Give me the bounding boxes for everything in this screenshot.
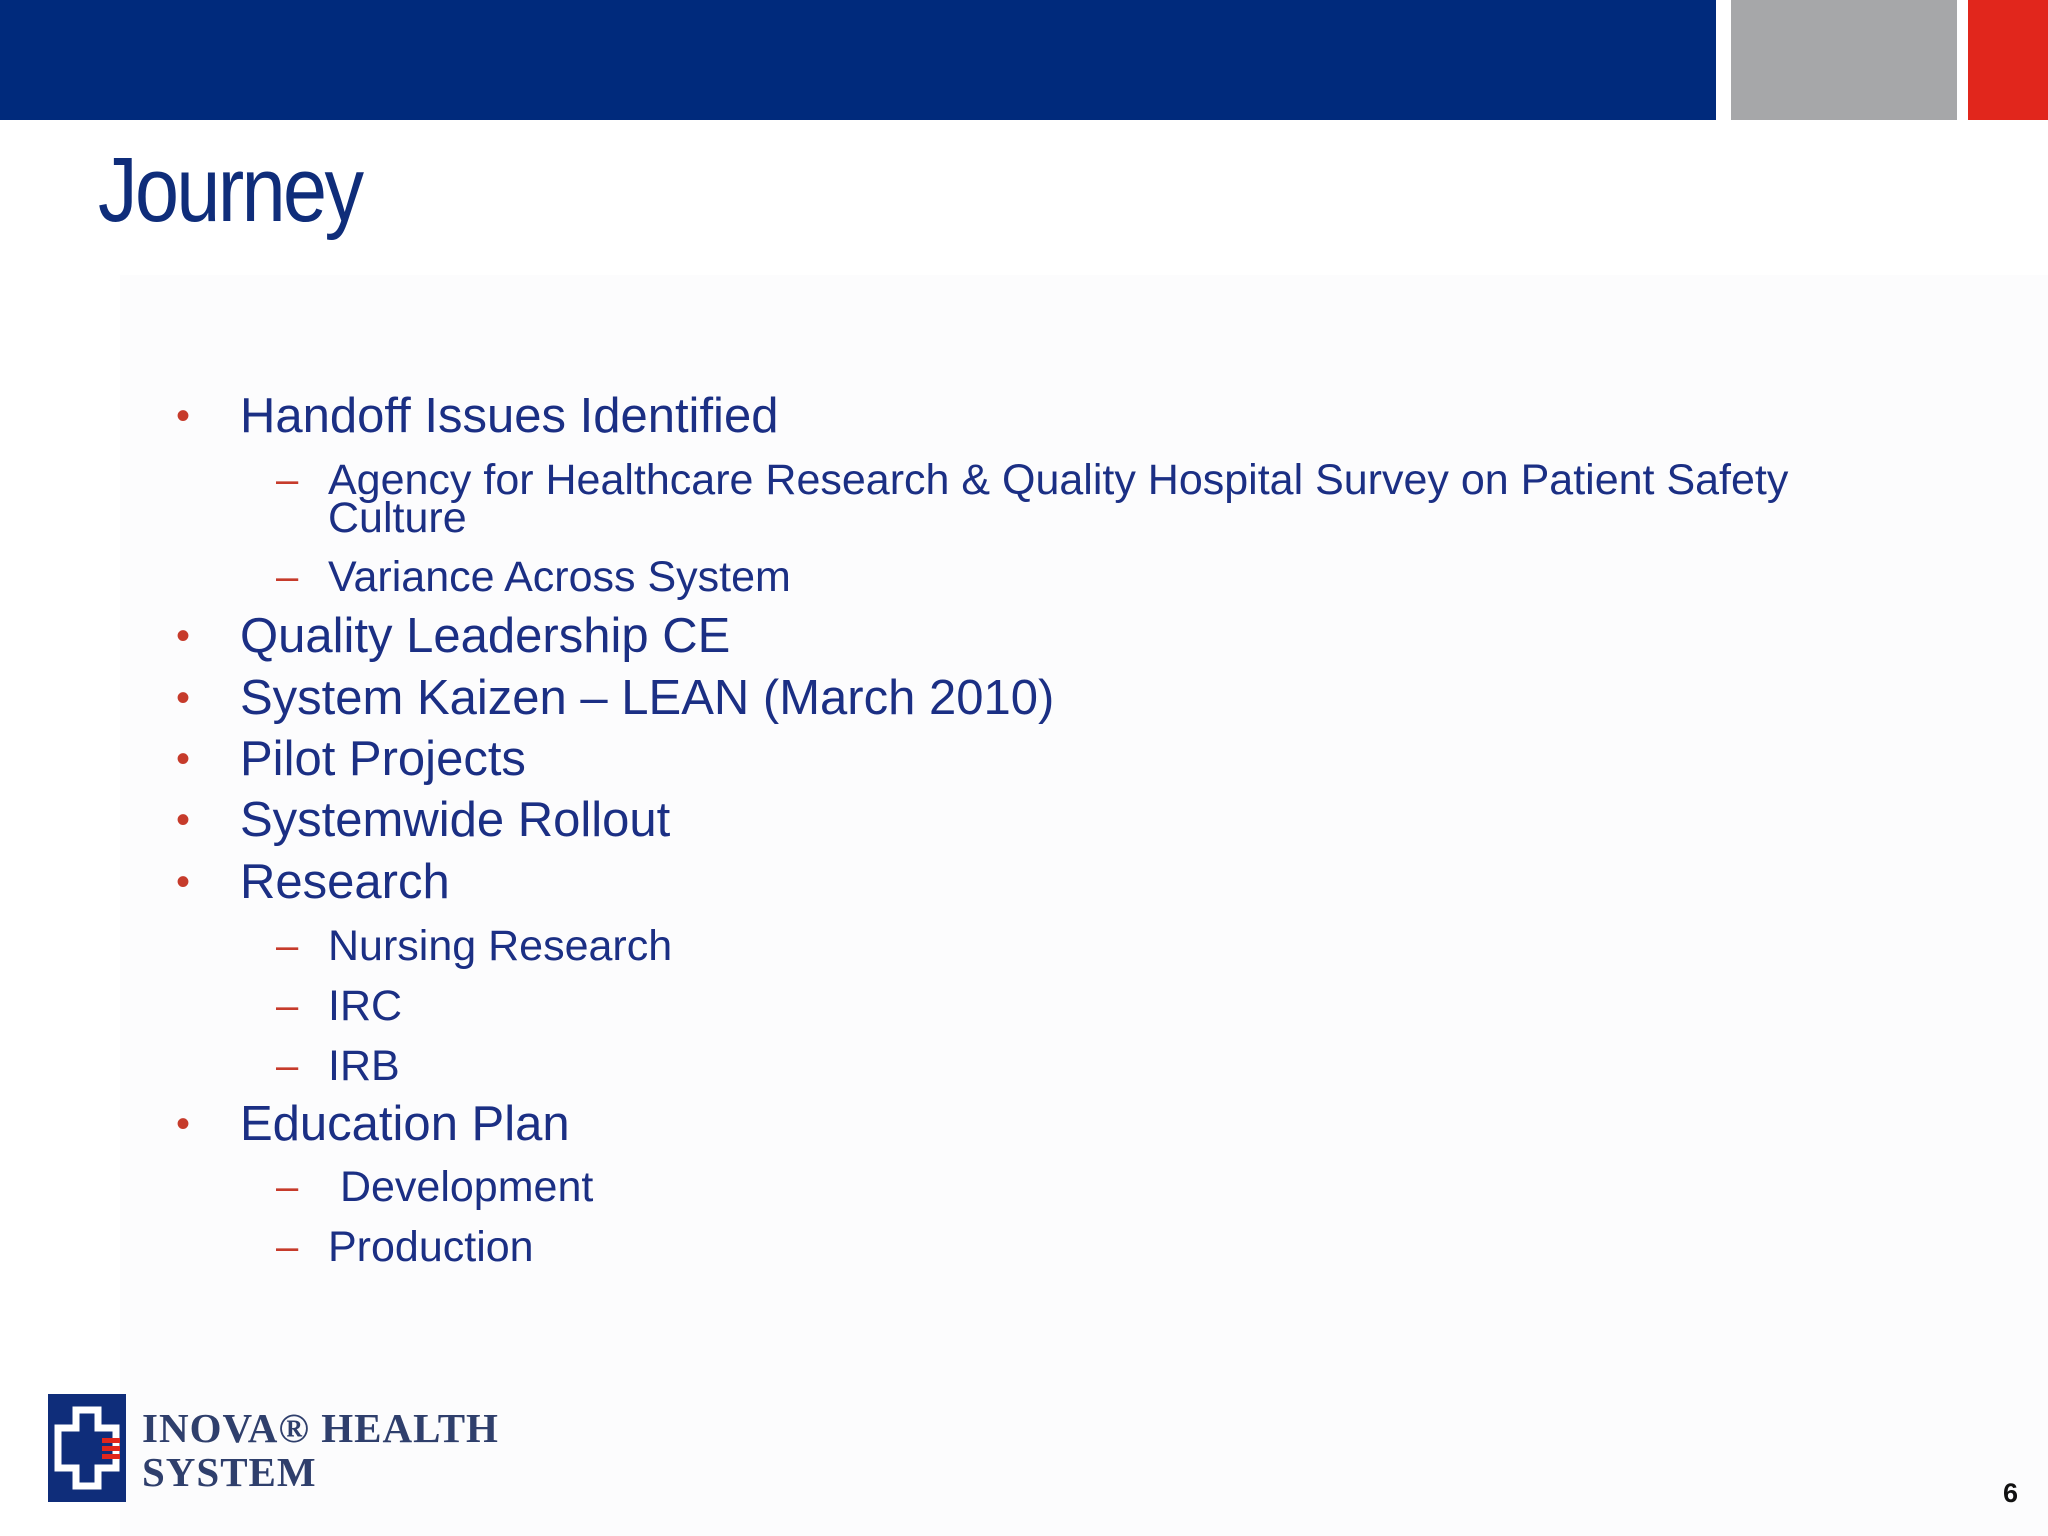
bullet-education [176, 1096, 570, 1152]
subbullet-variance [276, 553, 791, 601]
subbullet-marker: – [276, 984, 299, 1028]
inova-logo [48, 1394, 499, 1508]
subbullet-text: Development [328, 1163, 594, 1211]
subbullet-marker: – [276, 555, 299, 599]
bullet-text: Research [240, 855, 450, 909]
subbullet-text: IRB [328, 1042, 400, 1090]
subbullet-irb [276, 1042, 400, 1090]
subbullet-marker: – [276, 1225, 299, 1269]
bullet-text: Systemwide Rollout [240, 793, 671, 847]
logo-text-line2: SYSTEM [142, 1449, 317, 1495]
subbullet-nursing-research [276, 922, 673, 970]
bullet-rollout [176, 792, 671, 848]
bullet-research [176, 854, 450, 910]
inova-cross-icon [48, 1394, 126, 1502]
subbullet-marker: – [276, 1044, 299, 1088]
bullet-text: System Kaizen – LEAN (March 2010) [240, 671, 1055, 725]
bullet-marker: • [176, 737, 191, 781]
slide-title: Journey [98, 139, 362, 241]
subbullet-agency [276, 456, 1789, 504]
subbullet-text: Production [328, 1223, 534, 1271]
subbullet-production [276, 1223, 534, 1271]
bullet-marker: • [176, 798, 191, 842]
bullet-pilot [176, 731, 526, 787]
logo-text-line1: INOVA® HEALTH [142, 1405, 499, 1451]
subbullet-text: Variance Across System [328, 553, 791, 601]
subbullet-text: Nursing Research [328, 922, 673, 970]
subbullet-marker: – [276, 458, 299, 502]
bullet-marker: • [176, 614, 191, 658]
bullet-marker: • [176, 860, 191, 904]
bullet-text: Education Plan [240, 1097, 570, 1151]
bullet-marker: • [176, 1102, 191, 1146]
subbullet-marker: – [276, 1165, 299, 1209]
page-number: 6 [2003, 1478, 2019, 1508]
subbullet-text: IRC [328, 982, 403, 1030]
bullet-text: Handoff Issues Identified [240, 389, 779, 443]
subbullet-marker: – [276, 924, 299, 968]
subbullet-irc [276, 982, 403, 1030]
bullet-quality [176, 608, 731, 664]
bullet-text: Quality Leadership CE [240, 609, 731, 663]
bullet-marker: • [176, 394, 191, 438]
bullet-handoff [176, 388, 779, 444]
bullet-marker: • [176, 676, 191, 720]
subbullet-development [276, 1163, 594, 1211]
subbullet-text-line2: Culture [328, 494, 467, 542]
subbullet-text-line1: Agency for Healthcare Research & Quality Hospital Survey on Patient Safety [328, 456, 1789, 504]
bullet-text: Pilot Projects [240, 732, 526, 786]
subbullet-agency-continued [328, 494, 467, 542]
bullet-kaizen [176, 670, 1055, 726]
